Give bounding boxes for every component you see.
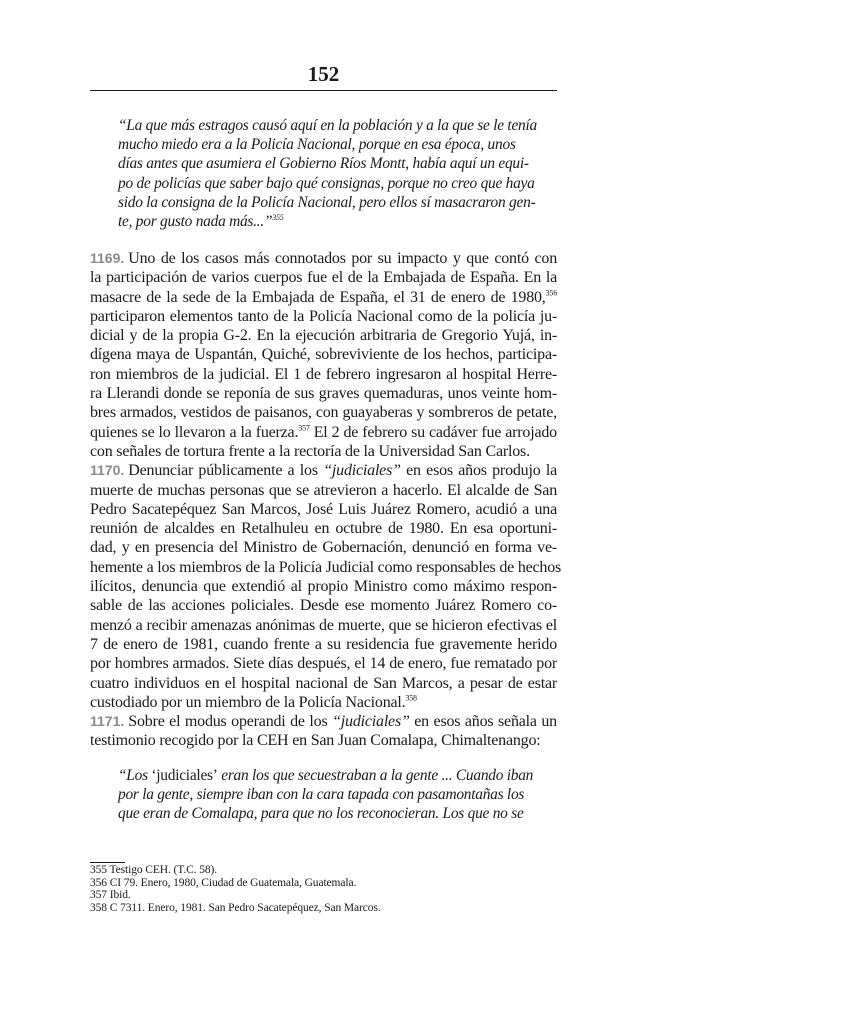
- paragraph-number: 1169.: [90, 250, 125, 266]
- footnote: 356 CI 79. Enero, 1980, Ciudad de Guatemala, Guatemala.: [90, 876, 357, 889]
- testimony-quote-2: [118, 766, 532, 824]
- paragraph-line: sable de las acciones policiales. Desde ese momento Juárez Romero co-: [90, 597, 557, 615]
- paragraph-text: Denunciar públicamente a los: [128, 462, 324, 480]
- paragraph-line: participaron elementos tanto de la Policía Nacional como de la policía ju-: [90, 307, 557, 325]
- footnote-rule: [90, 862, 125, 863]
- paragraph-line: [90, 461, 557, 480]
- paragraph-line: hemente a los miembros de la Policía Judicial como responsables de hechos: [90, 558, 562, 576]
- paragraph-number: 1171.: [90, 713, 125, 730]
- paragraph-line: dad, y en presencia del Ministro de Gobernación, denunció en forma ve-: [90, 539, 557, 557]
- quote-text: eran los que secuestraban a la gente ... Cuando iban: [217, 767, 534, 784]
- quote-line: po de policías que saber bajo qué consignas, porque no creo que haya: [118, 174, 535, 192]
- paragraph-line: muerte de muchas personas que se atrevieron a hacerlo. El alcalde de San: [90, 481, 557, 499]
- footnote: 358 C 7311. Enero, 1981. San Pedro Sacatepéquez, San Marcos.: [90, 901, 381, 914]
- paragraph-line: [90, 712, 557, 731]
- paragraph-line: testimonio recogido por la CEH en San Juan Comalapa, Chimaltenango:: [90, 732, 541, 750]
- paragraph-line: por hombres armados. Siete días después, el 14 de enero, fue rematado por: [90, 655, 557, 673]
- quote-text: “Los: [118, 767, 152, 784]
- footnote: 355 Testigo CEH. (T.C. 58).: [90, 864, 218, 876]
- footnote-ref[interactable]: 355: [272, 212, 284, 222]
- paragraph-text: en esos años produjo la: [400, 462, 557, 480]
- quote-line: [118, 766, 532, 785]
- paragraph-text: Sobre el modus operandi de los: [128, 713, 333, 731]
- quote-line: sido la consigna de la Policía Nacional, pero ellos sí masacraron gen-: [118, 193, 536, 211]
- paragraph-line: ron miembros de la judicial. El 1 de febrero ingresaron al hospital Herre-: [90, 365, 557, 383]
- footnote-ref[interactable]: 356: [545, 288, 557, 298]
- italic-term: “judiciales”: [323, 462, 401, 480]
- paragraph-line: ra Llerandi donde se reponía de sus graves quemaduras, unos veinte hom-: [90, 385, 557, 403]
- paragraph-text: Uno de los casos más connotados por su impacto y que contó con: [128, 250, 557, 267]
- paragraph-text: masacre de la sede de la Embajada de España, el 31 de enero de 1980,: [90, 288, 546, 306]
- paragraph-text: quienes se lo llevaron a la fuerza.: [90, 423, 299, 441]
- paragraph-line: la participación de varios cuerpos fue el de la Embajada de España. En la: [90, 269, 557, 287]
- paragraph-line: con señales de tortura frente a la rectoría de la Universidad San Carlos.: [90, 442, 530, 460]
- paragraph-line: dicial y de la propia G-2. En la ejecución arbitraria de Gregorio Yujá, in-: [90, 327, 557, 345]
- quote-text: te, por gusto nada más...”: [118, 212, 273, 230]
- paragraph-line: menzó a recibir amenazas anónimas de muerte, que se hicieron efectivas el: [90, 616, 557, 634]
- paragraph-line: bres armados, vestidos de paisanos, con guayaberas y sombreros de petate,: [90, 404, 557, 422]
- quote-line: por la gente, siempre iban con la cara tapada con pasamontañas los: [118, 786, 525, 804]
- quote-line: [118, 212, 532, 231]
- paragraph-line: dígena maya de Uspantán, Quiché, sobreviviente de los hechos, participa-: [90, 346, 557, 364]
- paragraph-line: cuatro individuos en el hospital nacional de San Marcos, a pesar de estar: [90, 674, 557, 692]
- paragraph-line: ilícitos, denuncia que extendió al propio Ministro como máximo respon-: [90, 578, 557, 596]
- paragraph-text: El 2 de febrero su cadáver fue arrojado: [309, 423, 557, 441]
- paragraph-number: 1170.: [90, 462, 125, 479]
- page-number: 152: [307, 62, 340, 86]
- paragraph-line: [90, 288, 557, 307]
- paragraph-text: en esos años señala un: [409, 713, 557, 731]
- italic-term: “judiciales”: [332, 713, 410, 731]
- testimony-quote-1: [118, 116, 537, 231]
- quote-text-upright: ‘judiciales’: [151, 767, 218, 784]
- paragraph-line: [90, 423, 557, 442]
- quote-line: que eran de Comalapa, para que no los reconocieran. Los que no se: [118, 805, 524, 823]
- body-text: [90, 249, 562, 751]
- paragraph-line: [90, 249, 557, 268]
- footnotes: [90, 864, 381, 914]
- quote-line: días antes que asumiera el Gobierno Ríos Montt, había aquí un equi-: [118, 155, 529, 173]
- paragraph-line: [90, 693, 557, 712]
- paragraph-line: Pedro Sacatepéquez San Marcos, José Luis Juárez Romero, acudió a una: [90, 500, 557, 518]
- paragraph-line: reunión de alcaldes en Retalhuleu en octubre de 1980. En esa oportuni-: [90, 520, 557, 538]
- footnote: 357 Ibid.: [90, 889, 131, 902]
- quote-line: “La que más estragos causó aquí en la población y a la que se le tenía: [118, 117, 537, 134]
- paragraph-text: custodiado por un miembro de la Policía Nacional.: [90, 693, 406, 711]
- header-rule: [90, 90, 557, 91]
- footnote-ref[interactable]: 357: [298, 423, 310, 433]
- paragraph-line: 7 de enero de 1981, cuando frente a su residencia fue gravemente herido: [90, 635, 557, 653]
- footnote-ref[interactable]: 358: [405, 693, 417, 703]
- quote-line: mucho miedo era a la Policía Nacional, porque en esa época, unos: [118, 136, 516, 154]
